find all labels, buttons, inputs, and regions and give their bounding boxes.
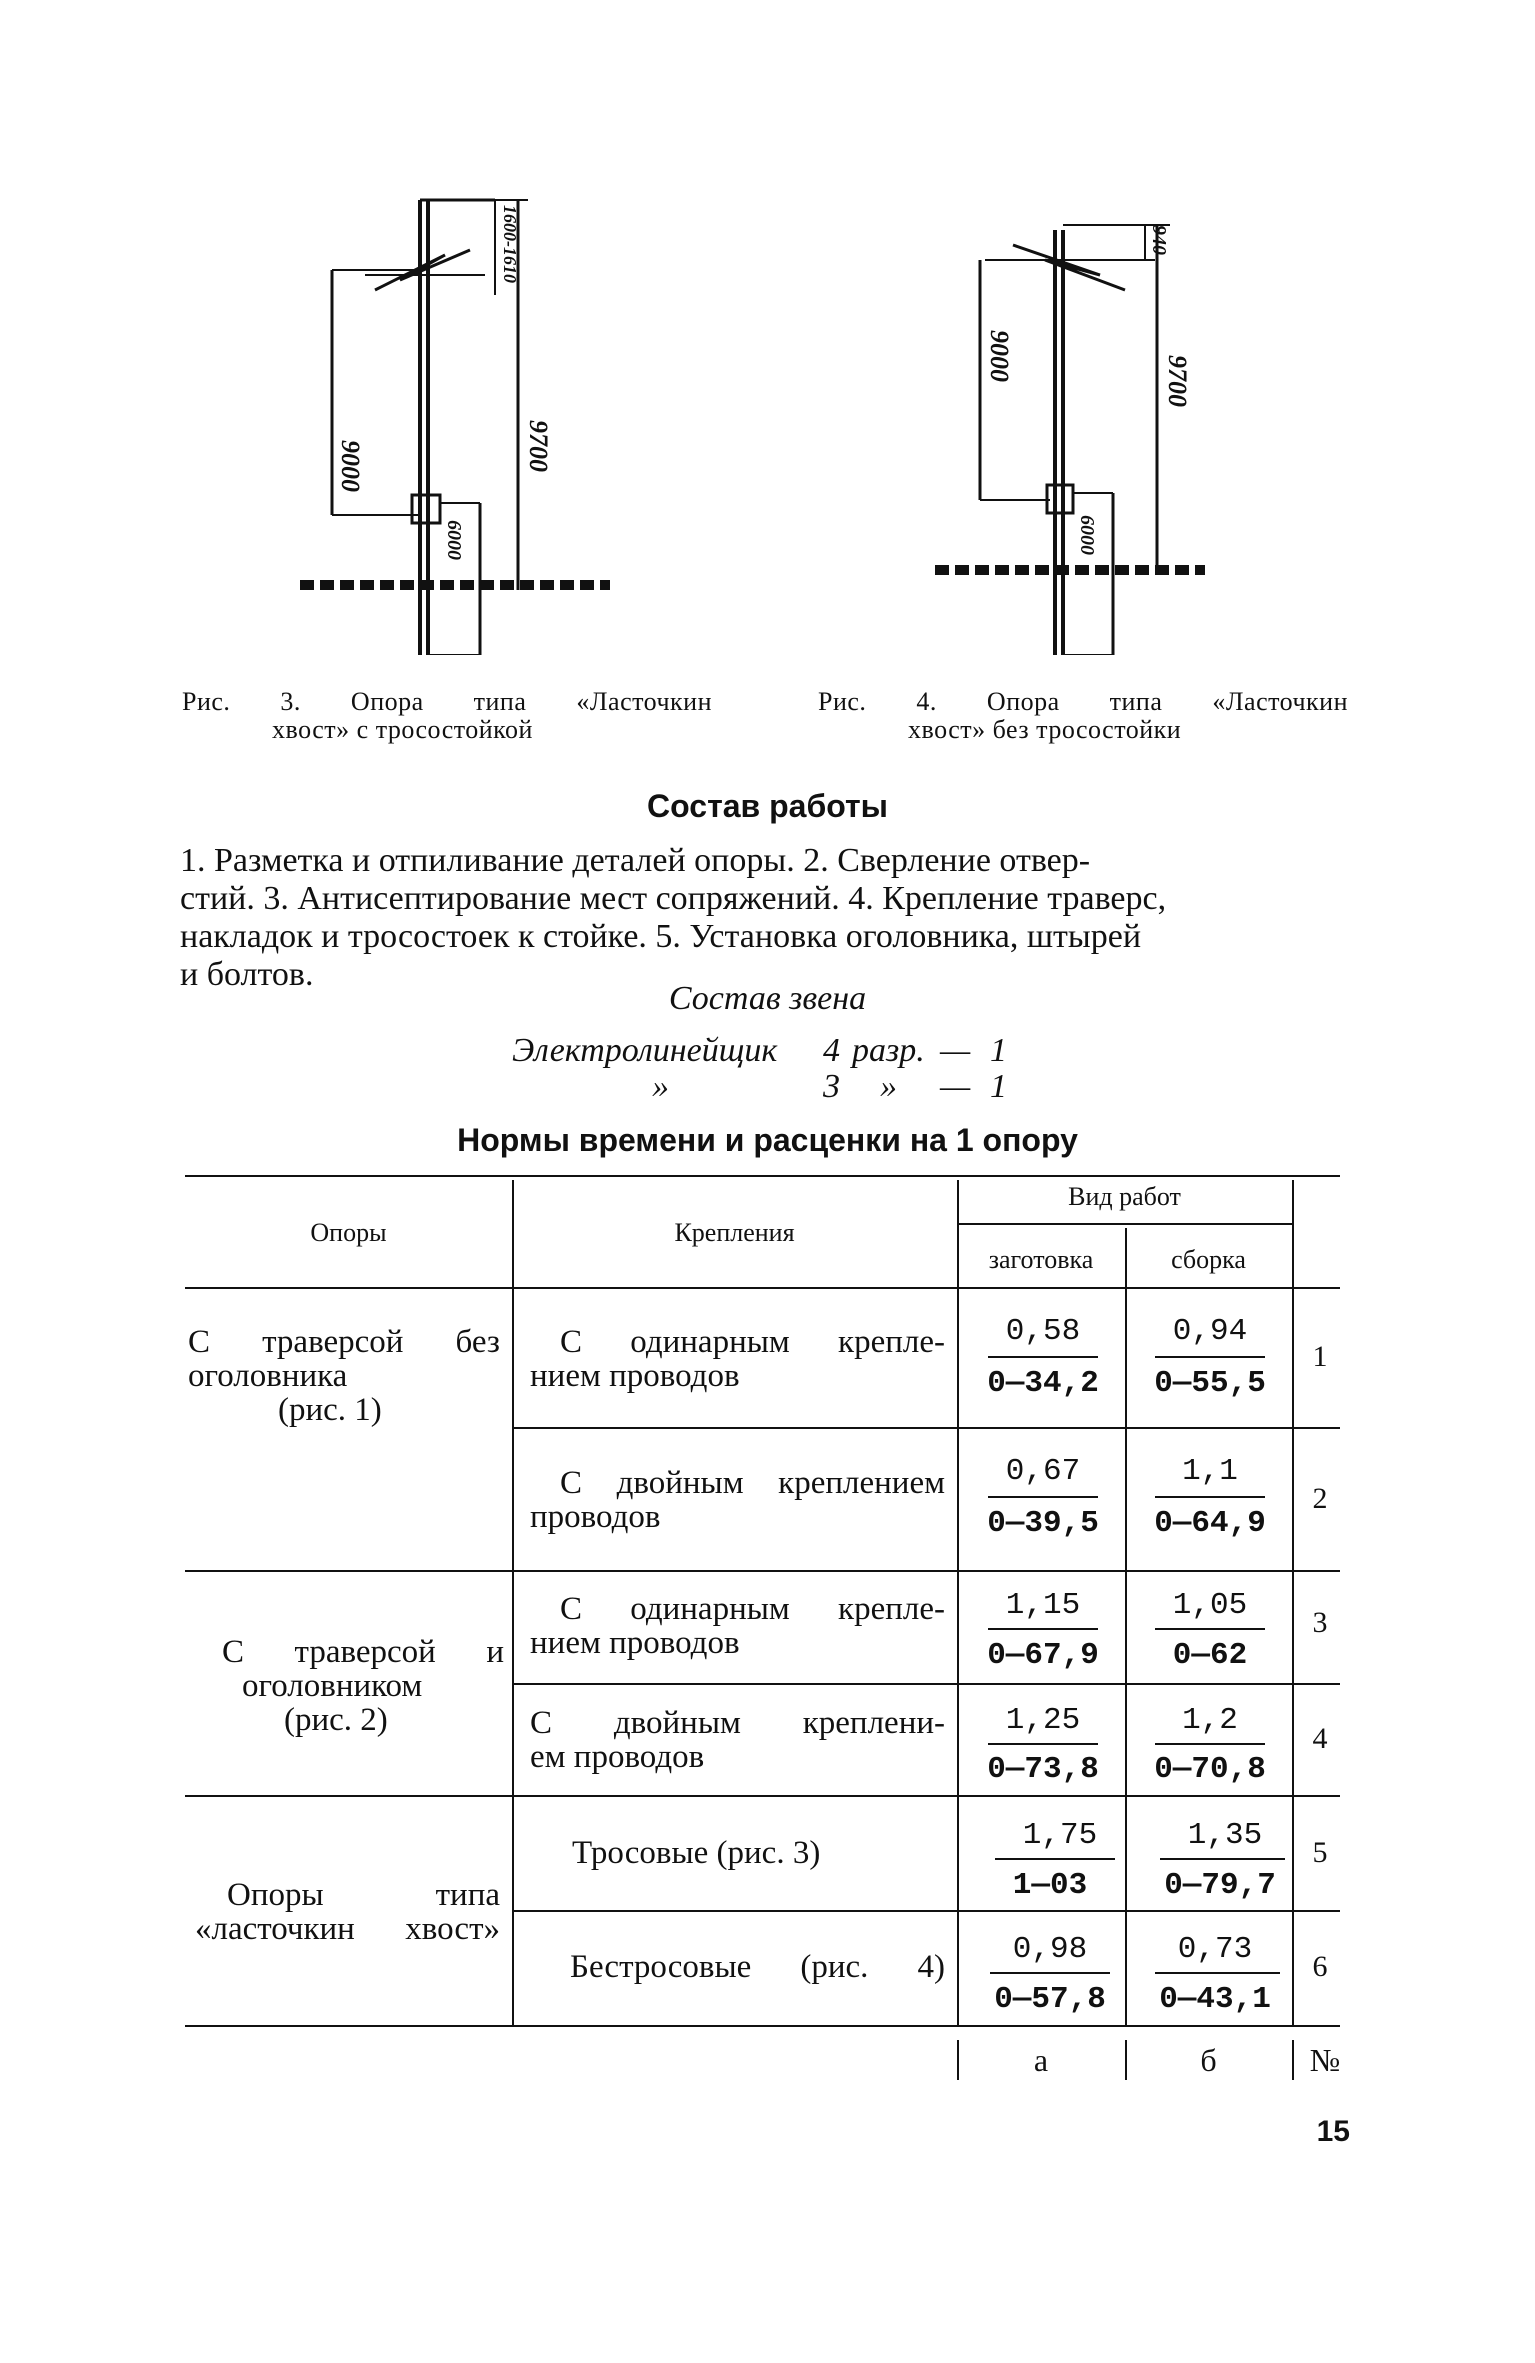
figure-4-caption-line-1 <box>818 688 1348 716</box>
fastening-line <box>530 1740 945 1774</box>
figure-3-caption <box>182 688 712 744</box>
support-cell <box>188 1325 500 1427</box>
fraction-bar <box>995 1858 1115 1860</box>
prep-time: 0,58 <box>1005 1314 1081 1349</box>
support-cell <box>195 1878 500 1946</box>
prep-price: 0—57,8 <box>994 1982 1106 2017</box>
fraction-bar <box>1155 1496 1265 1498</box>
support-word: 2) <box>360 1702 388 1738</box>
table-column-rule <box>512 1180 514 2025</box>
row-number: 1 <box>1312 1340 1328 1373</box>
fastening-word: С <box>560 1324 583 1360</box>
figure-3-dim-right: 9700 <box>524 420 553 472</box>
support-word: Опоры <box>227 1877 324 1913</box>
prep-price: 1—03 <box>1012 1868 1088 1903</box>
prep-price: 0—39,5 <box>987 1506 1099 1541</box>
fraction-bar <box>1155 1972 1280 1974</box>
fraction-bar <box>1155 1628 1265 1630</box>
figure-4-caption <box>818 688 1348 744</box>
fastening-word: (рис. <box>800 1949 869 1985</box>
support-line <box>222 1703 504 1737</box>
row-number: 5 <box>1312 1836 1328 1869</box>
header-supports: Опоры <box>310 1218 387 1247</box>
column-label-b: б <box>1200 2042 1217 2078</box>
assembly-time: 1,2 <box>1182 1703 1238 1738</box>
assembly-price: 0—79,7 <box>1164 1868 1276 1903</box>
crew-grade: 3 <box>823 1068 840 1105</box>
fraction-bar <box>1155 1743 1265 1745</box>
work-heading: Состав работы <box>647 788 888 824</box>
fraction-bar <box>988 1356 1098 1358</box>
assembly-price: 0—55,5 <box>1154 1366 1266 1401</box>
fraction-bar <box>988 1496 1098 1498</box>
figure-3-drawing <box>290 185 620 655</box>
fastening-line <box>530 1359 945 1393</box>
support-line <box>188 1325 500 1359</box>
table-column-rule <box>1125 1228 1127 2025</box>
support-cell <box>222 1635 504 1737</box>
fastening-word: креплени- <box>802 1705 945 1741</box>
fastening-word: С <box>530 1705 553 1741</box>
crew-row-1 <box>0 1032 1535 1072</box>
support-line <box>222 1669 504 1703</box>
fastening-word: Тросовые (рис. 3) <box>572 1835 821 1871</box>
fastening-word: креплением <box>778 1465 945 1501</box>
support-word: траверсой <box>262 1324 404 1360</box>
fastening-cell <box>530 1325 945 1393</box>
support-word: (рис. <box>284 1702 353 1738</box>
support-word: С <box>188 1324 211 1360</box>
table-column-rule <box>1292 1180 1294 2025</box>
prep-time: 1,15 <box>1005 1588 1081 1623</box>
page-number: 15 <box>1316 2115 1350 2148</box>
fastening-line <box>530 1592 945 1626</box>
figure-4-drawing <box>925 215 1215 655</box>
table-rule <box>512 1910 1340 1912</box>
support-word: 1) <box>354 1392 382 1428</box>
fastening-word: одинарным <box>630 1591 790 1627</box>
figure-3-caption-line-2: хвост» с тросостойкой <box>272 715 533 744</box>
figure-4-caption-word: типа <box>1109 687 1163 716</box>
support-word: типа <box>435 1877 500 1913</box>
column-label-number: № <box>1309 2042 1341 2078</box>
table-rule <box>957 1223 1292 1225</box>
table-bottom-rule <box>185 2025 1340 2027</box>
assembly-price: 0—64,9 <box>1154 1506 1266 1541</box>
fastening-word: нием проводов <box>530 1358 740 1394</box>
table-rule <box>185 1570 1340 1572</box>
prep-time: 0,67 <box>1005 1454 1081 1489</box>
support-word: «ласточкин <box>195 1911 355 1947</box>
crew-title: Электролинейщик <box>512 1032 778 1069</box>
figure-4-dim-left: 9000 <box>985 330 1014 382</box>
figure-4-caption-word: Опора <box>986 687 1060 716</box>
fastening-word: двойным <box>616 1465 744 1501</box>
prep-price: 0—73,8 <box>987 1752 1099 1787</box>
fastening-word: крепле- <box>838 1324 945 1360</box>
table-rule <box>512 1427 1340 1429</box>
row-number: 3 <box>1312 1606 1328 1639</box>
figure-3-caption-word: типа <box>473 687 527 716</box>
figure-4-dim-lower: 6000 <box>1076 515 1098 555</box>
fastening-word: проводов <box>530 1499 661 1535</box>
fastening-word: С <box>560 1465 583 1501</box>
fastening-line <box>570 1950 945 1984</box>
figure-3-svg <box>290 185 620 655</box>
fastening-word: ем проводов <box>530 1739 705 1775</box>
support-word: траверсой <box>294 1634 436 1670</box>
header-assembly: сборка <box>1171 1245 1246 1274</box>
figure-3-caption-line-1 <box>182 688 712 716</box>
figure-4-svg <box>925 215 1215 655</box>
table-top-rule <box>185 1175 1340 1177</box>
work-description-line: 1. Разметка и отпиливание деталей опоры. 2. Сверление отвер- <box>180 842 1091 879</box>
crew-count: 1 <box>990 1032 1007 1069</box>
row-number: 6 <box>1312 1950 1328 1983</box>
fastening-word: крепле- <box>838 1591 945 1627</box>
assembly-price: 0—70,8 <box>1154 1752 1266 1787</box>
support-line <box>195 1912 500 1946</box>
header-fastenings: Крепления <box>674 1218 795 1247</box>
support-line <box>188 1393 500 1427</box>
fastening-word: одинарным <box>630 1324 790 1360</box>
crew-grade: 4 <box>823 1032 840 1069</box>
assembly-time: 0,73 <box>1177 1932 1253 1967</box>
figure-4-caption-word: 4. <box>916 687 937 716</box>
prep-time: 1,25 <box>1005 1703 1081 1738</box>
table-rule <box>512 1683 1340 1685</box>
fastening-cell <box>570 1950 945 1984</box>
prep-price: 0—67,9 <box>987 1638 1099 1673</box>
figure-4-dim-upper: 940 <box>1148 225 1170 255</box>
fastening-line <box>530 1626 945 1660</box>
column-label-a: а <box>1033 2042 1049 2078</box>
fastening-line <box>530 1325 945 1359</box>
assembly-price: 0—62 <box>1172 1638 1248 1673</box>
figure-3-caption-word: «Ласточкин <box>576 687 712 716</box>
support-word: (рис. <box>278 1392 347 1428</box>
crew-ditto: » <box>652 1068 669 1105</box>
support-word: С <box>222 1634 245 1670</box>
prep-price: 0—34,2 <box>987 1366 1099 1401</box>
support-word: и <box>486 1634 504 1670</box>
crew-ditto: » <box>880 1068 897 1105</box>
assembly-time: 1,35 <box>1187 1818 1263 1853</box>
header-preparation: заготовка <box>988 1245 1094 1274</box>
work-description-line: стий. 3. Антисептирование мест сопряжений. 4. Крепление траверс, <box>180 880 1167 917</box>
fastening-line <box>530 1706 945 1740</box>
header-work-type: Вид работ <box>1068 1182 1181 1211</box>
figure-3-caption-label: Рис. <box>182 687 231 716</box>
table-footer-rule <box>1292 2040 1294 2080</box>
fraction-bar <box>988 1628 1098 1630</box>
table-rule <box>185 1795 1340 1797</box>
prep-time: 0,98 <box>1012 1932 1088 1967</box>
assembly-price: 0—43,1 <box>1159 1982 1271 2017</box>
norms-heading: Нормы времени и расценки на 1 опору <box>457 1122 1078 1158</box>
row-number: 4 <box>1312 1722 1328 1755</box>
fastening-word: двойным <box>613 1705 741 1741</box>
figure-3-dim-upper: 1600-1610 <box>500 205 520 283</box>
support-word: хвост» <box>405 1911 500 1947</box>
fastening-cell <box>530 1592 945 1660</box>
assembly-time: 1,1 <box>1182 1454 1238 1489</box>
crew-grade-unit: разр. <box>852 1032 925 1069</box>
work-description <box>180 842 1340 994</box>
fastening-word: Бестросовые <box>570 1949 752 1985</box>
figure-4-dim-right: 9700 <box>1163 355 1192 407</box>
work-description-line: и болтов. <box>180 956 314 993</box>
figure-3-caption-word: 3. <box>280 687 301 716</box>
fastening-word: С <box>560 1591 583 1627</box>
figure-4-caption-label: Рис. <box>818 687 867 716</box>
crew-dash: — <box>940 1068 971 1105</box>
support-word: без <box>455 1324 500 1360</box>
crew-row-2 <box>0 1068 1535 1108</box>
figure-4-caption-word: «Ласточкин <box>1212 687 1348 716</box>
fastening-cell <box>530 1466 945 1534</box>
support-line <box>188 1359 500 1393</box>
assembly-time: 0,94 <box>1172 1314 1248 1349</box>
support-line <box>195 1878 500 1912</box>
fraction-bar <box>990 1972 1110 1974</box>
fastening-line <box>572 1836 932 1870</box>
figure-3-dim-lower: 6000 <box>443 520 465 560</box>
crew-heading: Состав звена <box>668 980 867 1017</box>
assembly-time: 1,05 <box>1172 1588 1248 1623</box>
fraction-bar <box>1160 1858 1285 1860</box>
fastening-word: 4) <box>917 1949 945 1985</box>
fastening-cell <box>530 1706 945 1774</box>
figure-3-caption-word: Опора <box>350 687 424 716</box>
fastening-line <box>530 1466 945 1500</box>
row-number: 2 <box>1312 1482 1328 1515</box>
fastening-line <box>530 1500 945 1534</box>
crew-dash: — <box>940 1032 971 1069</box>
figure-4-caption-line-2: хвост» без тросостойки <box>908 715 1182 744</box>
figure-3-dim-left: 9000 <box>336 440 365 492</box>
table-rule <box>185 1287 1340 1289</box>
table-column-rule <box>957 1180 959 2025</box>
crew-count: 1 <box>990 1068 1007 1105</box>
prep-time: 1,75 <box>1022 1818 1098 1853</box>
fraction-bar <box>988 1743 1098 1745</box>
support-word: оголовника <box>188 1358 348 1394</box>
support-word: оголовником <box>242 1668 423 1704</box>
fraction-bar <box>1155 1356 1265 1358</box>
fastening-cell <box>572 1836 932 1870</box>
fastening-word: нием проводов <box>530 1625 740 1661</box>
support-line <box>222 1635 504 1669</box>
work-description-line: накладок и тросостоек к стойке. 5. Установка оголовника, штырей <box>180 918 1142 955</box>
